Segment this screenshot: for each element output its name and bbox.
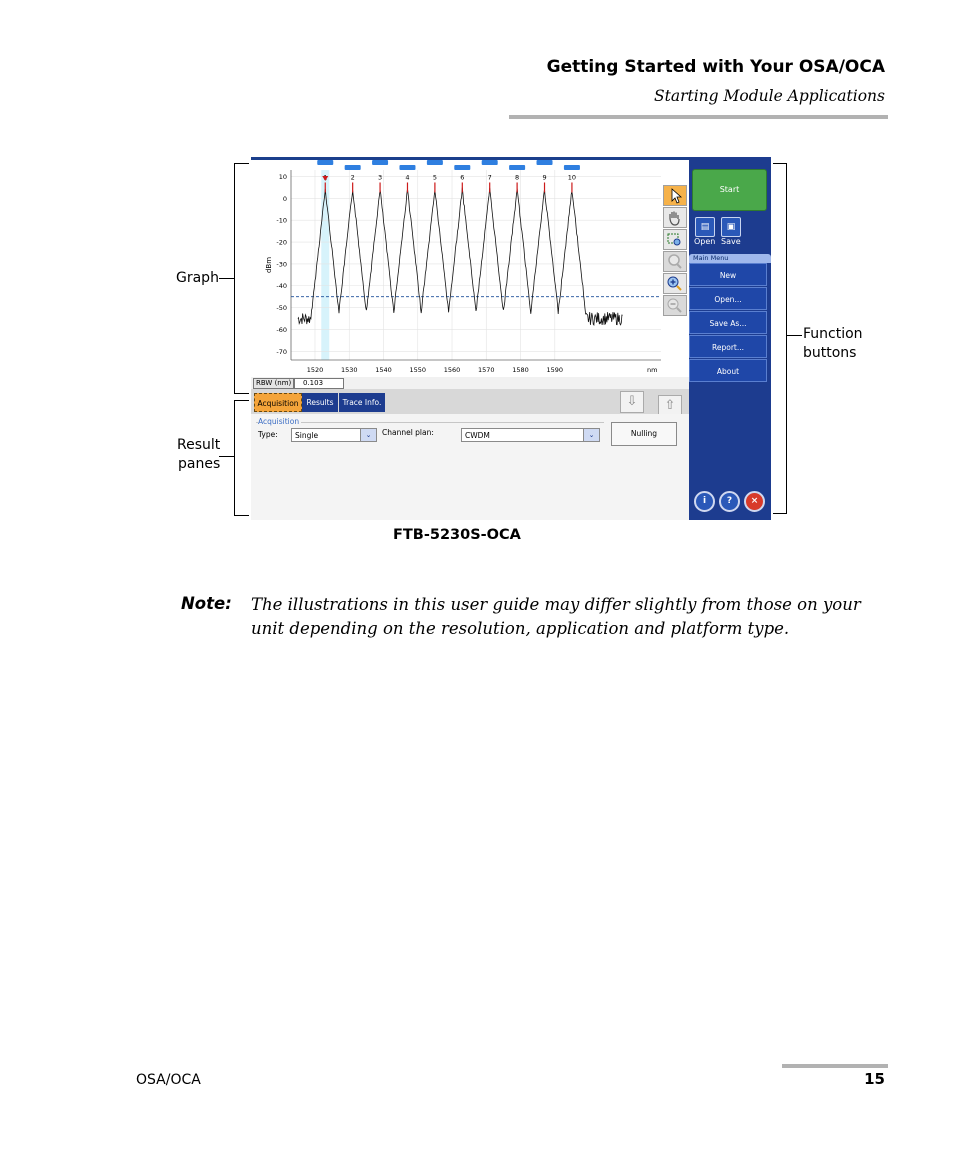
channel-number-label: 4 (405, 173, 410, 182)
pane-legend: Acquisition (258, 417, 300, 426)
note-label: Note: (181, 594, 232, 613)
channel-box (537, 160, 553, 165)
y-tick-label: -20 (276, 238, 287, 247)
channel-number-label: 7 (487, 173, 492, 182)
x-tick-label: 1520 (306, 366, 324, 374)
result-leader (219, 456, 234, 457)
y-tick-label: -50 (276, 304, 287, 313)
rbw-label: RBW (nm) (253, 378, 294, 389)
figure-caption: FTB-5230S-OCA (393, 527, 521, 543)
note-text: The illustrations in this user guide may differ slightly from those on your unit depending on the resolution, application and platform type. (251, 595, 861, 638)
channel-box (564, 165, 580, 170)
y-tick-label: -30 (276, 260, 287, 269)
function-bracket (773, 163, 787, 514)
channel-number-label: 10 (567, 173, 577, 182)
x-tick-label: 1580 (512, 366, 529, 374)
header-rule (509, 115, 888, 119)
chevron-down-icon[interactable]: ⌄ (360, 429, 376, 441)
close-icon[interactable]: × (744, 491, 765, 512)
menu-item-new[interactable]: New (689, 263, 767, 286)
channel-number-label: 6 (460, 173, 465, 182)
menu-item-save-as[interactable]: Save As... (689, 311, 767, 334)
result-callout-label-2: panes (178, 456, 221, 472)
open-label: Open (694, 237, 716, 246)
page-number: 15 (864, 1070, 885, 1088)
x-tick-label: 1540 (375, 366, 392, 374)
channel-number-label: 9 (542, 173, 547, 182)
channel-box (372, 160, 388, 165)
function-callout-label-2: buttons (803, 345, 857, 361)
nulling-button[interactable]: Nulling (611, 422, 677, 446)
function-callout-label-1: Function (803, 326, 863, 342)
footer-product: OSA/OCA (136, 1072, 201, 1088)
channel-box (454, 165, 470, 170)
tab-acquisition[interactable]: Acquisition (254, 393, 302, 412)
x-tick-label: 1550 (409, 366, 427, 374)
start-button[interactable]: Start (692, 169, 767, 211)
arrow-down-icon[interactable]: ⇩ (620, 391, 644, 413)
result-tabs (251, 389, 689, 414)
arrow-up-icon[interactable]: ⇧ (658, 395, 682, 417)
channel-number-label: 3 (378, 173, 383, 182)
result-bracket (234, 400, 249, 516)
chevron-down-icon[interactable]: ⌄ (583, 429, 599, 441)
acquisition-pane (251, 414, 689, 520)
channel-number-label: 5 (432, 173, 437, 182)
hand-icon[interactable] (663, 207, 687, 228)
y-tick-label: 0 (282, 194, 287, 203)
pane-group-line (256, 422, 604, 423)
y-tick-label: -60 (276, 325, 287, 334)
function-panel (689, 157, 771, 520)
osa-screen (251, 157, 771, 520)
save-disk-icon[interactable]: ▣ (721, 217, 741, 237)
zoom-area-icon[interactable] (663, 229, 687, 250)
graph-callout-label: Graph (176, 270, 219, 286)
type-select-value: Single (295, 431, 319, 440)
type-select[interactable] (291, 428, 377, 442)
info-icon[interactable]: i (694, 491, 715, 512)
channel-box (317, 160, 333, 165)
x-unit-label: nm (647, 366, 658, 374)
zoom-out-icon[interactable] (663, 295, 687, 316)
channel-plan-select-value: CWDM (465, 431, 490, 440)
x-tick-label: 1560 (443, 366, 461, 374)
channel-number-label: 8 (515, 173, 520, 182)
channel-plan-label: Channel plan: (382, 428, 434, 437)
graph-toolbar (662, 185, 688, 330)
result-callout-label-1: Result (177, 437, 221, 453)
pointer-icon[interactable] (663, 185, 687, 206)
zoom-in-icon[interactable] (663, 273, 687, 294)
x-tick-label: 1590 (546, 366, 564, 374)
channel-plan-select[interactable] (461, 428, 600, 442)
page-header-title: Getting Started with Your OSA/OCA (546, 57, 885, 77)
graph-area (251, 160, 692, 390)
channel-box (427, 160, 443, 165)
graph-leader (219, 278, 234, 279)
zoom-icon[interactable] (663, 251, 687, 272)
main-menu-title: Main Menu (689, 254, 771, 263)
rbw-row (251, 377, 692, 389)
channel-box (509, 165, 525, 170)
channel-box (345, 165, 361, 170)
channel-box (399, 165, 415, 170)
tab-trace-info[interactable]: Trace Info. (339, 393, 385, 412)
menu-item-report[interactable]: Report... (689, 335, 767, 358)
menu-item-open[interactable]: Open... (689, 287, 767, 310)
open-folder-icon[interactable]: ▤ (695, 217, 715, 237)
y-tick-label: -70 (276, 347, 287, 356)
y-tick-label: -10 (276, 216, 287, 225)
channel-box (482, 160, 498, 165)
help-icon[interactable]: ? (719, 491, 740, 512)
footer-rule (782, 1064, 888, 1068)
y-axis-label: dBm (265, 256, 273, 274)
y-tick-label: -40 (276, 282, 287, 291)
rbw-value: 0.103 (294, 378, 344, 389)
save-label: Save (721, 237, 741, 246)
y-tick-label: 10 (278, 173, 287, 182)
function-leader (787, 335, 802, 336)
spectrum-chart[interactable] (251, 160, 692, 378)
page-header-subtitle: Starting Module Applications (653, 87, 885, 105)
tab-results[interactable]: Results (302, 393, 338, 412)
menu-item-about[interactable]: About (689, 359, 767, 382)
channel-number-label: 2 (350, 173, 355, 182)
x-tick-label: 1570 (478, 366, 495, 374)
x-tick-label: 1530 (340, 366, 358, 374)
type-label: Type: (258, 430, 278, 439)
graph-bracket (234, 163, 249, 394)
spectrum-trace (298, 188, 623, 326)
